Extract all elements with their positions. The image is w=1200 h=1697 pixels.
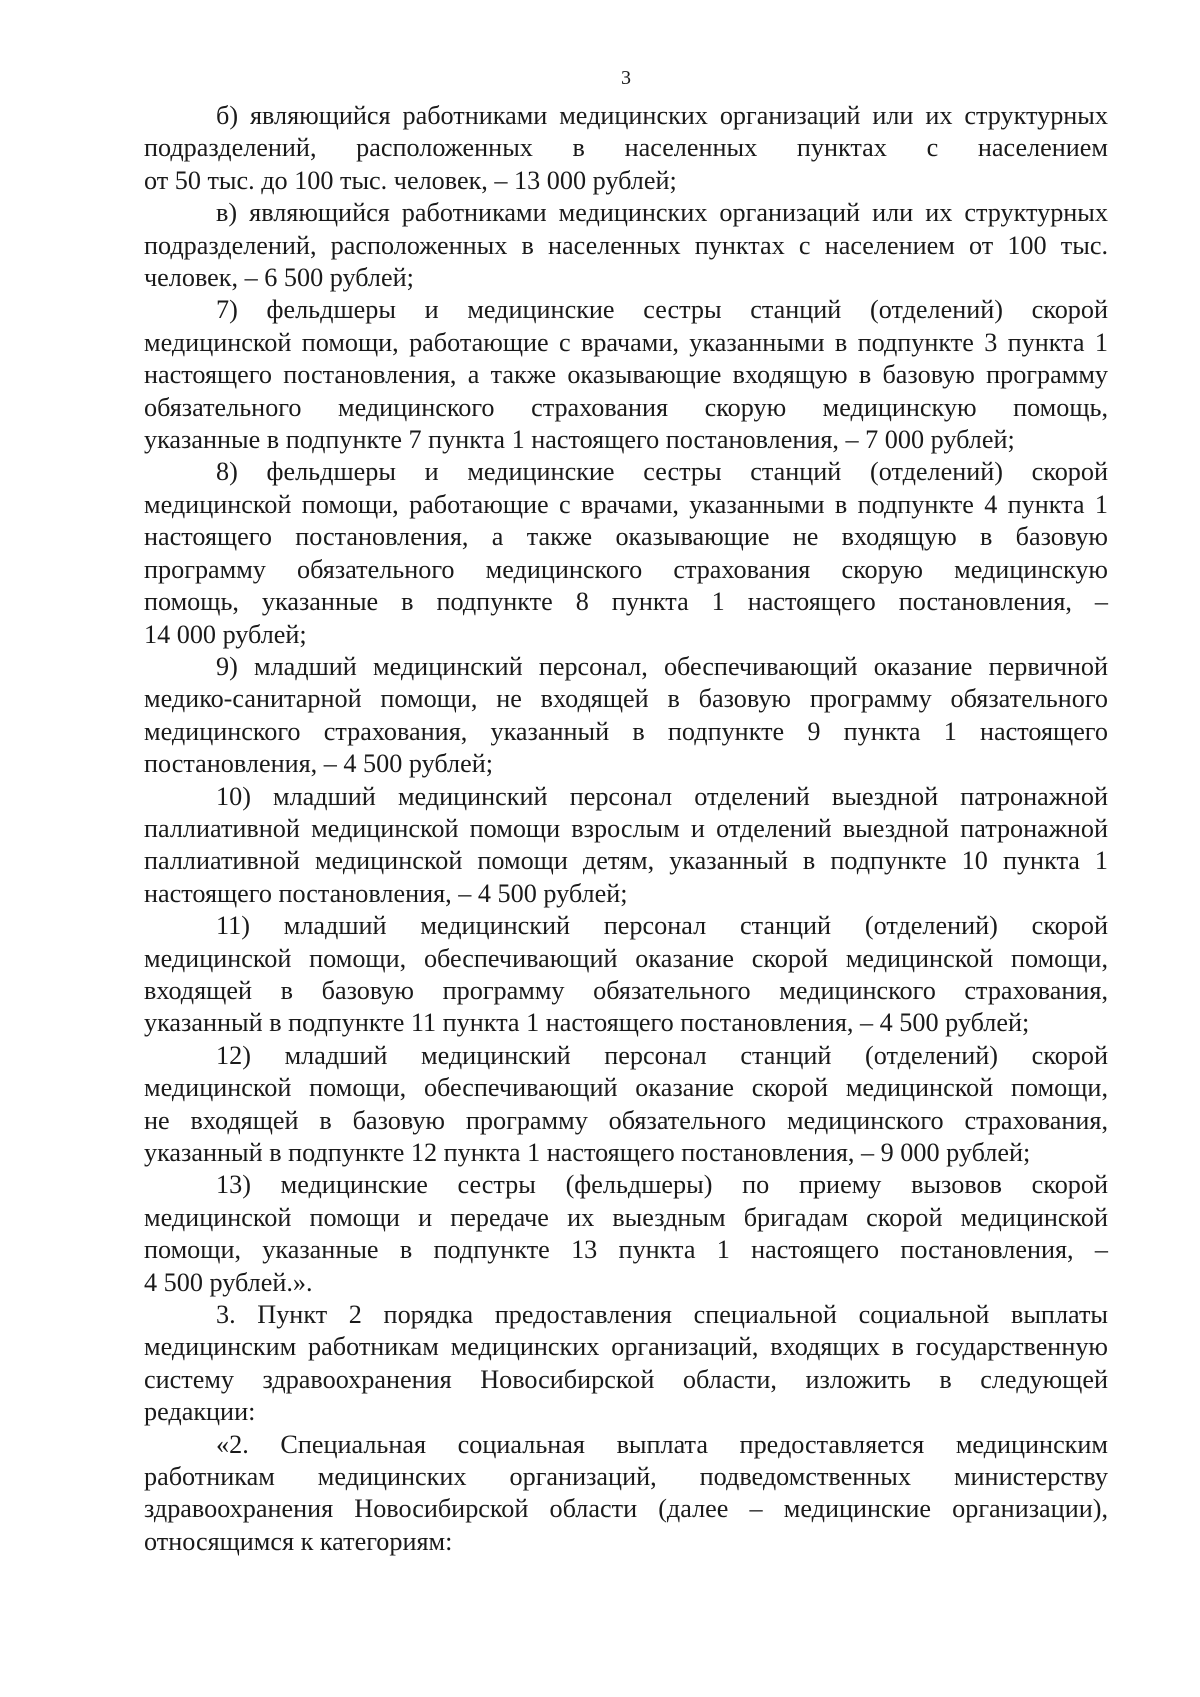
text-line: входящей в базовую программу обязательного медицинского страхования, — [144, 975, 1108, 1005]
text-line: редакции: — [144, 1397, 256, 1427]
text-line: указанные в подпункте 7 пункта 1 настоящего постановления, – 7 000 рублей; — [144, 425, 1015, 455]
text-line: настоящего постановления, а также оказывающие входящую в базовую программу — [144, 360, 1108, 390]
text-line: медицинской помощи, обеспечивающий оказание скорой медицинской помощи, — [144, 943, 1108, 973]
text-line: систему здравоохранения Новосибирской области, изложить в следующей — [144, 1364, 1108, 1394]
text-line: 7) фельдшеры и медицинские сестры станций (отделений) скорой — [216, 295, 1108, 325]
text-line: медицинской помощи и передаче их выездным бригадам скорой медицинской — [144, 1202, 1108, 1232]
text-line: паллиативной медицинской помощи детям, указанный в подпункте 10 пункта 1 — [144, 846, 1108, 876]
text-line: 8) фельдшеры и медицинские сестры станций (отделений) скорой — [216, 457, 1108, 487]
text-line: относящимся к категориям: — [144, 1526, 453, 1556]
document-body — [144, 100, 1108, 1558]
paragraph — [144, 197, 1108, 294]
text-line: медицинской помощи, работающие с врачами, указанными в подпункте 4 пункта 1 — [144, 489, 1108, 519]
paragraph — [144, 100, 1108, 197]
text-line: медицинским работникам медицинских организаций, входящих в государственную — [144, 1332, 1108, 1362]
paragraph — [144, 1169, 1108, 1299]
text-line: программу обязательного медицинского страхования скорую медицинскую — [144, 554, 1108, 584]
page-number: 3 — [621, 67, 631, 89]
text-line: указанный в подпункте 12 пункта 1 настоящего постановления, – 9 000 рублей; — [144, 1138, 1031, 1167]
text-line: помощь, указанные в подпункте 8 пункта 1 настоящего постановления, – — [144, 587, 1108, 617]
text-line: постановления, – 4 500 рублей; — [144, 749, 494, 779]
text-line: медицинской помощи, работающие с врачами, указанными в подпункте 3 пункта 1 — [144, 327, 1108, 357]
text-line: настоящего постановления, – 4 500 рублей; — [144, 878, 628, 908]
text-line: в) являющийся работниками медицинских организаций или их структурных — [216, 198, 1108, 228]
text-line: 10) младший медицинский персонал отделений выездной патронажной — [216, 781, 1108, 811]
text-line: «2. Специальная социальная выплата предоставляется медицинским — [216, 1429, 1108, 1459]
text-line: человек, – 6 500 рублей; — [144, 263, 414, 293]
text-line: медицинской помощи, обеспечивающий оказание скорой медицинской помощи, — [144, 1073, 1108, 1103]
paragraph — [144, 294, 1108, 456]
text-line: 12) младший медицинский персонал станций (отделений) скорой — [216, 1040, 1108, 1070]
paragraph — [144, 1299, 1108, 1429]
paragraph — [144, 456, 1108, 650]
text-line: настоящего постановления, а также оказывающие не входящую в базовую — [144, 522, 1108, 552]
text-line: не входящей в базовую программу обязательного медицинского страхования, — [144, 1105, 1108, 1135]
text-line: указанный в подпункте 11 пункта 1 настоящего постановления, – 4 500 рублей; — [144, 1008, 1030, 1038]
text-line: 4 500 рублей.». — [144, 1267, 313, 1297]
text-line: обязательного медицинского страхования скорую медицинскую помощь, — [144, 392, 1108, 422]
text-line: медицинского страхования, указанный в подпункте 9 пункта 1 настоящего — [144, 716, 1108, 746]
text-line: 13) медицинские сестры (фельдшеры) по приему вызовов скорой — [216, 1170, 1108, 1200]
paragraph — [144, 1040, 1108, 1170]
paragraph — [144, 651, 1108, 781]
paragraph — [144, 1429, 1108, 1559]
text-line: от 50 тыс. до 100 тыс. человек, – 13 000 рублей; — [144, 165, 677, 195]
text-line: здравоохранения Новосибирской области (далее – медицинские организации), — [144, 1494, 1108, 1524]
text-line: подразделений, расположенных в населенных пунктах с населением от 100 тыс. — [144, 230, 1108, 260]
text-line: 11) младший медицинский персонал станций (отделений) скорой — [216, 911, 1108, 941]
text-line: 9) младший медицинский персонал, обеспечивающий оказание первичной — [216, 651, 1108, 681]
text-line: медико-санитарной помощи, не входящей в базовую программу обязательного — [144, 684, 1108, 714]
text-line: паллиативной медицинской помощи взрослым и отделений выездной патронажной — [144, 813, 1108, 843]
text-line: работникам медицинских организаций, подведомственных министерству — [144, 1462, 1108, 1492]
paragraph — [144, 910, 1108, 1040]
text-line: подразделений, расположенных в населенных пунктах с населением — [144, 133, 1108, 163]
text-line: помощи, указанные в подпункте 13 пункта 1 настоящего постановления, – — [144, 1235, 1108, 1265]
text-line: 14 000 рублей; — [144, 619, 307, 649]
paragraph — [144, 781, 1108, 911]
text-line: 3. Пункт 2 порядка предоставления специальной социальной выплаты — [216, 1300, 1108, 1330]
text-line: б) являющийся работниками медицинских организаций или их структурных — [216, 101, 1108, 130]
